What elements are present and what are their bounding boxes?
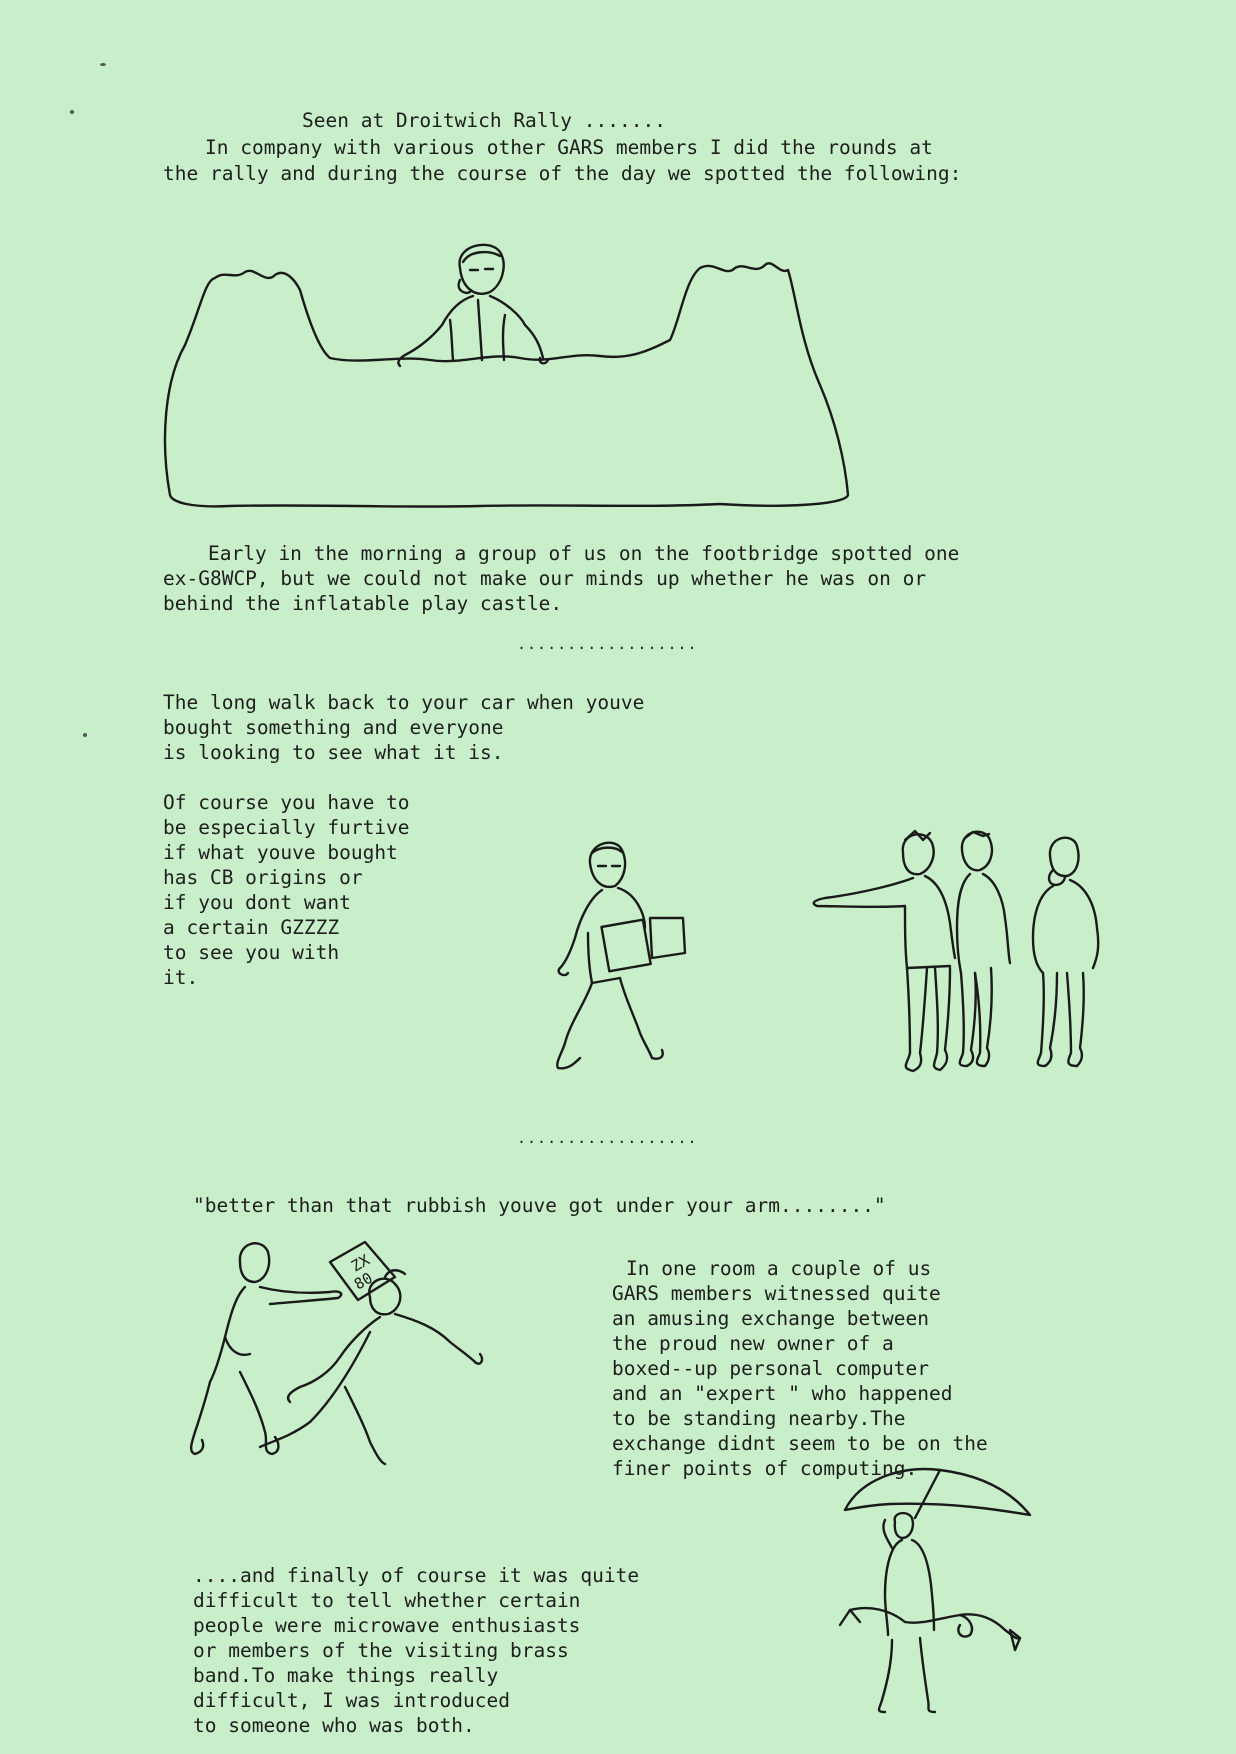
- section3-line-6: and an "expert " who happened: [612, 1382, 953, 1405]
- section2-line-2: bought something and everyone: [163, 716, 504, 739]
- section2-p2-line-3: if what youve bought: [163, 841, 398, 864]
- section2-p2-line-8: it.: [163, 966, 199, 989]
- section4-line-7: to someone who was both.: [193, 1714, 475, 1737]
- section2-p2-line-5: if you dont want: [163, 891, 351, 914]
- section3-line-5: boxed--up personal computer: [612, 1357, 929, 1380]
- section3-line-4: the proud new owner of a: [612, 1332, 894, 1355]
- section1-line-2: ex-G8WCP, but we could not make our minds up whether he was on or: [163, 567, 927, 590]
- scan-speck: [70, 110, 74, 114]
- section2-line-3: is looking to see what it is.: [163, 741, 504, 764]
- separator-dots: ..................: [517, 1129, 698, 1147]
- section1-line-1: Early in the morning a group of us on the footbridge spotted one: [208, 542, 960, 565]
- dish-and-horn-man-sketch: [830, 1460, 1040, 1730]
- section3-line-3: an amusing exchange between: [612, 1307, 929, 1330]
- section2-p2-line-4: has CB origins or: [163, 866, 363, 889]
- pointing-group-sketch: [805, 828, 1115, 1108]
- intro-line-1: In company with various other GARS members I did the rounds at: [205, 136, 933, 159]
- section4-line-5: band.To make things really: [193, 1664, 499, 1687]
- section3-line-7: to be standing nearby.The: [612, 1407, 906, 1430]
- computer-argument-sketch: [180, 1232, 500, 1472]
- section3-line-8: exchange didnt seem to be on the: [612, 1432, 988, 1455]
- section3-line-2: GARS members witnessed quite: [612, 1282, 941, 1305]
- section2-p2-line-6: a certain GZZZZ: [163, 916, 340, 939]
- furtive-walker-sketch: [540, 838, 700, 1088]
- box-label-line-2: 80: [351, 1268, 376, 1294]
- section2-p2-line-2: be especially furtive: [163, 816, 410, 839]
- scan-speck: [83, 733, 87, 737]
- intro-line-2: the rally and during the course of the day we spotted the following:: [163, 162, 962, 185]
- section4-line-4: or members of the visiting brass: [193, 1639, 569, 1662]
- section3-line-1: In one room a couple of us: [626, 1257, 932, 1280]
- separator-dots: ..................: [517, 635, 698, 653]
- section1-line-3: behind the inflatable play castle.: [163, 592, 563, 615]
- section3-line-9: finer points of computing.: [612, 1457, 918, 1480]
- section4-line-3: people were microwave enthusiasts: [193, 1614, 581, 1637]
- scan-speck: [100, 63, 106, 66]
- section4-line-1: ....and finally of course it was quite: [193, 1564, 640, 1587]
- section2-p2-line-7: to see you with: [163, 941, 340, 964]
- section4-line-2: difficult to tell whether certain: [193, 1589, 581, 1612]
- box-label-line-1: ZX: [348, 1250, 373, 1276]
- section4-line-6: difficult, I was introduced: [193, 1689, 510, 1712]
- section2-line-1: The long walk back to your car when youve: [163, 691, 645, 714]
- section2-p2-line-1: Of course you have to: [163, 791, 410, 814]
- inflatable-castle-sketch: [160, 240, 860, 520]
- article-heading: Seen at Droitwich Rally .......: [302, 109, 666, 132]
- quote-line: "better than that rubbish youve got under your arm........": [193, 1194, 886, 1217]
